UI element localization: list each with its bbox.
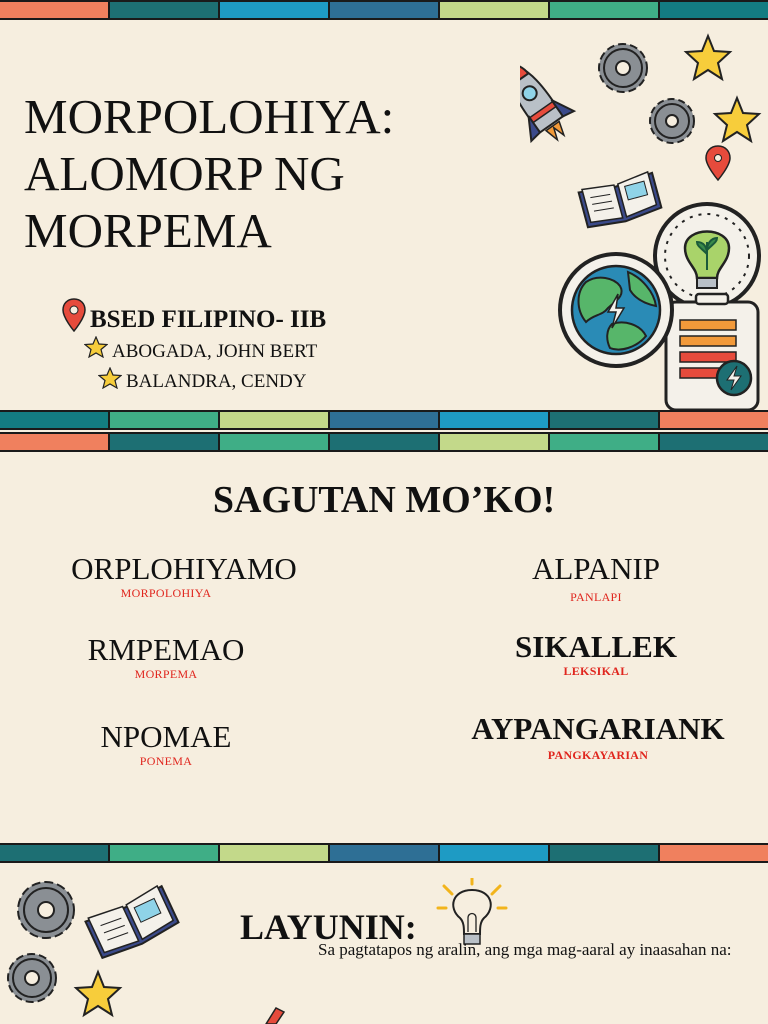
- open-book-icon: [85, 884, 181, 961]
- battery-icon: [666, 294, 758, 410]
- bottom-decor: [0, 868, 200, 1024]
- scrambled-word: SIKALLEK: [515, 629, 677, 664]
- word-item: [34, 552, 334, 601]
- gear-icon: [650, 99, 694, 143]
- member-name: BALANDRA, CENDY: [126, 371, 307, 392]
- pencil-icon: [262, 1006, 288, 1024]
- section-label: BSED FILIPINO- IIB: [90, 306, 327, 333]
- map-pin-icon: [62, 298, 86, 332]
- gear-icon: [599, 44, 647, 92]
- title-line-1: MORPOLOHIYA:: [24, 89, 395, 144]
- star-icon: [686, 36, 730, 79]
- objectives-heading: LAYUNIN:: [240, 907, 417, 947]
- star-icon: [715, 98, 759, 141]
- scrambled-word: ALPANIP: [531, 551, 661, 586]
- answer-word: LEKSIKAL: [563, 664, 629, 678]
- word-item: [446, 552, 746, 605]
- word-item: [16, 633, 316, 682]
- star-icon: [84, 336, 108, 358]
- answer-word: MORPOLOHIYA: [120, 586, 212, 600]
- divider-stripe: [0, 410, 768, 430]
- scrambled-word: RMPEMAO: [87, 632, 245, 667]
- answer-word: PANGKAYARIAN: [547, 748, 649, 762]
- star-icon: [76, 972, 120, 1015]
- bottom-stripe: [0, 843, 768, 863]
- activity-title: SAGUTAN MO’KO!: [212, 479, 556, 521]
- page-title: [24, 88, 394, 259]
- map-pin-icon: [706, 146, 730, 180]
- title-line-2: ALOMORP NG: [24, 146, 345, 201]
- member-name: ABOGADA, JOHN BERT: [112, 341, 318, 362]
- word-item: [448, 712, 748, 763]
- divider-stripe: [0, 432, 768, 452]
- scrambled-word: NPOMAE: [100, 719, 232, 754]
- gear-icon: [8, 954, 56, 1002]
- open-book-icon: [578, 171, 662, 231]
- objectives-text: Sa pagtatapos ng aralin, ang mga mag-aaral ay inaasahan na:: [318, 940, 732, 959]
- gear-icon: [18, 882, 74, 938]
- word-item: [446, 630, 746, 679]
- scrambled-word: ORPLOHIYAMO: [71, 551, 297, 586]
- scrambled-word: AYPANGARIANK: [471, 711, 725, 746]
- globe-icon: [560, 254, 672, 366]
- word-item: [16, 720, 316, 769]
- star-icon: [98, 367, 122, 389]
- answer-word: PONEMA: [139, 754, 193, 768]
- rocket-icon: [520, 48, 582, 152]
- top-stripe: [0, 0, 768, 20]
- answer-word: PANLAPI: [570, 590, 622, 604]
- decor-cluster: [520, 28, 768, 413]
- answer-word: MORPEMA: [134, 667, 198, 681]
- title-line-3: MORPEMA: [24, 203, 272, 258]
